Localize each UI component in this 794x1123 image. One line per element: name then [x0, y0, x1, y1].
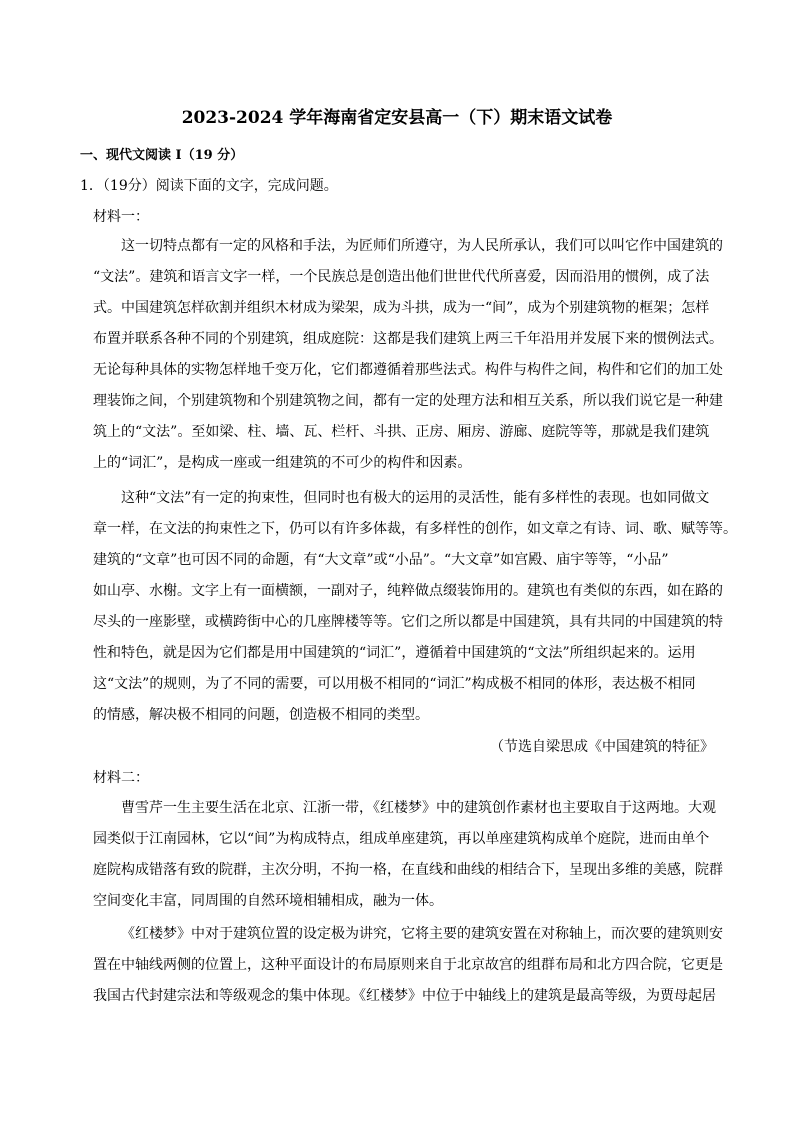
material-2-line: 园类似于江南园林，它以“间”为构成特点，组成单座建筑，再以单座建筑构成单个庭院，进而由单个: [93, 831, 710, 847]
material-1-line: 尽头的一座影壁，或横跨街中心的几座牌楼等等。它们之所以都是中国建筑，具有共同的中国建筑的特: [93, 614, 723, 630]
material-1-line: 理装饰之间，个别建筑物和个别建筑物之间，都有一定的处理方法和相互关系，所以我们说它是一种建: [93, 393, 723, 409]
material-1-line: 性和特色，就是因为它们都是用中国建筑的“词汇”，遵循着中国建筑的“文法”所组织起来的。运用: [93, 645, 696, 661]
material-2-line: 庭院构成错落有致的院群，主次分明，不拘一格，在直线和曲线的相结合下，呈现出多维的美感，院群: [93, 862, 723, 878]
material-1-line: 这“文法”的规则，为了不同的需要，可以用极不相同的“词汇”构成极不相同的体形，表达极不相同: [93, 676, 696, 692]
material-2-line: 空间变化丰富，同周围的自然环境相辅相成，融为一体。: [93, 893, 443, 909]
material-2-line: 《红楼梦》中对于建筑位置的设定极为讲究，它将主要的建筑安置在对称轴上，而次要的建筑则安: [121, 926, 723, 942]
material-1-line: 这种“文法”有一定的拘束性，但同时也有极大的运用的灵活性，能有多样性的表现。也如同做文: [121, 490, 710, 506]
question-1: 1．（19分）阅读下面的文字，完成问题。: [80, 178, 338, 194]
material-1-line: 无论每种具体的实物怎样地千变万化，它们都遵循着那些法式。构件与构件之间，构件和它们的加工处: [93, 362, 723, 378]
material-1-line: 上的“词汇”，是构成一座或一组建筑的不可少的构件和因素。: [93, 455, 472, 471]
material-1-line: 章一样，在文法的拘束性之下，仍可以有许多体裁，有多样性的创作，如文章之有诗、词、歌、赋等等。: [93, 521, 737, 537]
material-1-line: “文法”。建筑和语言文字一样，一个民族总是创造出他们世世代代所喜爱，因而沿用的惯例，成了法: [93, 269, 710, 285]
material-2-line: 曹雪芹一生主要生活在北京、江浙一带，《红楼梦》中的建筑创作素材也主要取自于这两地。大观: [121, 800, 716, 816]
material-1-line: 布置并联系各种不同的个别建筑，组成庭院：这都是我们建筑上两三千年沿用并发展下来的惯例法式。: [93, 331, 723, 347]
material-2-line: 置在中轴线两侧的位置上，这种平面设计的布局原则来自于北京故宫的组群布局和北方四合院，它更是: [93, 957, 723, 973]
material-1-label: 材料一：: [93, 209, 149, 225]
material-1-source: （节选自梁思成《中国建筑的特征》: [490, 739, 714, 755]
material-1-line: 建筑的“文章”也可因不同的命题，有“大文章”或“小品”。“大文章”如宫殿、庙宇等等，“小品”: [93, 552, 669, 568]
material-1-line: 这一切特点都有一定的风格和手法，为匠师们所遵守，为人民所承认，我们可以叫它作中国建筑的: [121, 238, 723, 254]
material-1-line: 式。中国建筑怎样砍割并组织木材成为梁架，成为斗拱，成为一“间”，成为个别建筑物的框架；怎样: [93, 300, 710, 316]
material-1-line: 的情感，解决极不相同的问题，创造极不相同的类型。: [93, 707, 429, 723]
exam-title: 2023-2024 学年海南省定安县高一（下）期末语文试卷: [181, 108, 613, 128]
material-2-label: 材料二：: [93, 770, 149, 786]
material-1-line: 筑上的“文法”。至如梁、柱、墙、瓦、栏杆、斗拱、正房、厢房、游廊、庭院等等，那就是我们建筑: [93, 424, 710, 440]
section-heading: 一、现代文阅读 I（19 分）: [80, 148, 244, 163]
material-1-line: 如山亭、水榭。文字上有一面横额，一副对子，纯粹做点缀装饰用的。建筑也有类似的东西，如在路的: [93, 583, 723, 599]
material-2-line: 我国古代封建宗法和等级观念的集中体现。《红楼梦》中位于中轴线上的建筑是最高等级，为贾母起居: [93, 988, 716, 1004]
